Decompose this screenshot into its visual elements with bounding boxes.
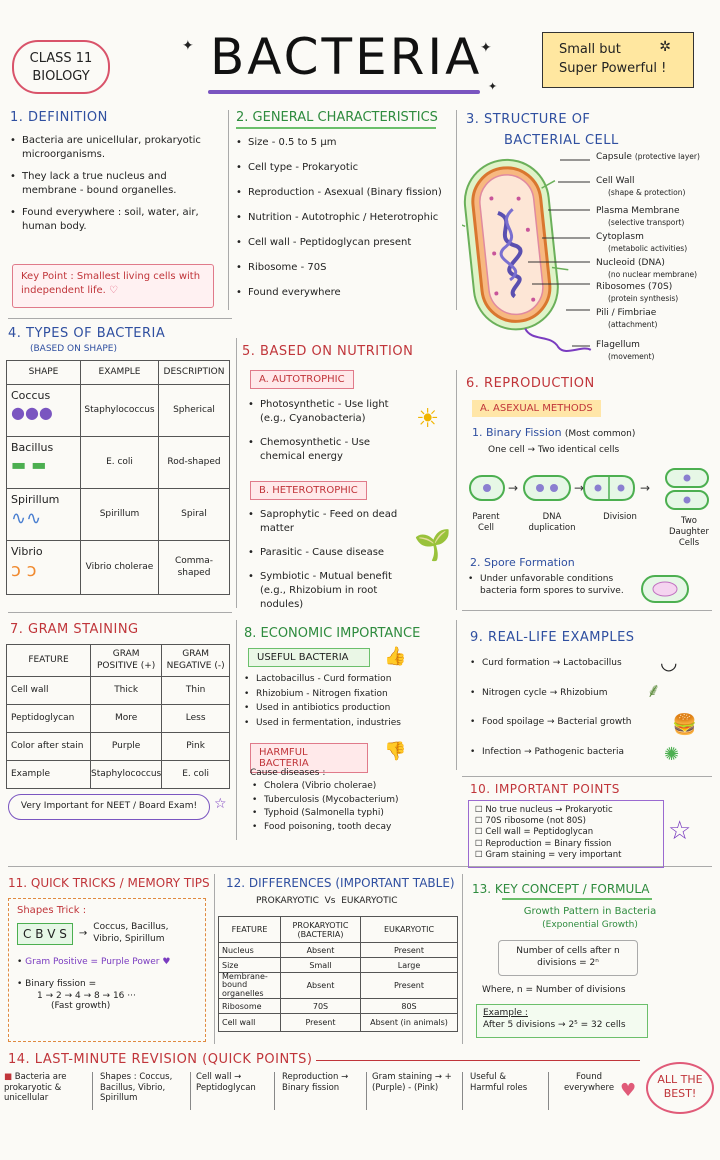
svg-text:→: → xyxy=(508,481,519,495)
column-header: FEATURE xyxy=(219,917,281,943)
label-cell-wall: Cell Wall (shape & protection) xyxy=(596,176,686,197)
stage-label: Division xyxy=(603,512,637,522)
list-item: • Under unfavorable conditions bacteria form spores to survive. xyxy=(468,574,638,597)
checkbox-item: ☐ No true nucleus → Prokaryotic xyxy=(475,805,613,815)
formula-where: Where, n = Number of divisions xyxy=(482,985,626,995)
reallife-heading: 9. REAL-LIFE EXAMPLES xyxy=(470,630,635,645)
plant-icon: 🌱 xyxy=(414,528,452,563)
label-plasma-membrane: Plasma Membrane (selective transport) xyxy=(596,206,685,227)
plant-roots-icon: ⸙ xyxy=(646,678,661,702)
differences-subheading: PROKARYOTIC Vs EUKARYOTIC xyxy=(256,896,398,906)
list-item: • Cholera (Vibrio cholerae) xyxy=(252,781,452,793)
tricks-heading: 11. QUICK TRICKS / MEMORY TIPS xyxy=(8,876,210,890)
spirillum-icon: ∿∿ xyxy=(11,508,42,530)
column-header: GRAM NEGATIVE (-) xyxy=(162,645,230,677)
column-header: DESCRIPTION xyxy=(159,361,230,385)
stage-label: Parent Cell xyxy=(472,512,500,534)
stage-label: DNA duplication xyxy=(528,512,576,534)
heading-underline xyxy=(236,127,436,129)
list-item: • Lactobacillus - Curd formation xyxy=(244,674,454,686)
table-row: Size Small Large xyxy=(219,958,458,973)
types-subheading: (BASED ON SHAPE) xyxy=(30,344,117,354)
list-item: • Cell wall - Peptidoglycan present xyxy=(236,236,450,250)
list-item: • Typhoid (Salmonella typhi) xyxy=(252,808,452,820)
all-the-best-badge: ALL THE BEST! xyxy=(646,1062,714,1114)
revision-item: Reproduction → Binary fission xyxy=(282,1072,349,1093)
list-item: • Found everywhere : soil, water, air, human body. xyxy=(10,206,222,234)
bowl-icon: ◡ xyxy=(660,650,678,674)
concept-heading: 13. KEY CONCEPT / FORMULA xyxy=(472,882,650,896)
list-item: • They lack a true nucleus and membrane - bound organelles. xyxy=(10,170,222,198)
structure-labels xyxy=(596,152,718,361)
sparkle-icon: ✦ xyxy=(182,38,194,54)
heterotrophic-tag: B. HETEROTROPHIC xyxy=(250,481,367,500)
revision-item: Cell wall → Peptidoglycan xyxy=(196,1072,256,1093)
burger-icon: 🍔 xyxy=(672,712,697,736)
spore-icon xyxy=(640,574,690,604)
revision-item: ■ Bacteria are prokaryotic & unicellular xyxy=(4,1072,67,1104)
types-table xyxy=(6,360,230,595)
label-ribosomes: Ribosomes (70S) (protein synthesis) xyxy=(596,282,679,303)
heterotrophic-list xyxy=(248,508,418,620)
key-point-box xyxy=(12,264,214,308)
harmful-tag: HARMFUL BACTERIA xyxy=(250,743,368,773)
list-item: • Used in fermentation, industries xyxy=(244,718,454,730)
table-row: Color after stain Purple Pink xyxy=(7,733,230,761)
list-item: • Food spoilage → Bacterial growth xyxy=(470,717,660,729)
tagline-line: Small but xyxy=(559,42,621,57)
economic-heading: 8. ECONOMIC IMPORTANCE xyxy=(244,626,421,641)
list-item: • Ribosome - 70S xyxy=(236,261,450,275)
binary-fission-title: 1. Binary Fission (Most common) xyxy=(472,426,636,439)
cbvs-box: C B V S xyxy=(17,923,73,945)
column-header: FEATURE xyxy=(7,645,91,677)
thumbs-up-icon: 👍 xyxy=(384,646,407,667)
definition-heading: 1. DEFINITION xyxy=(10,110,108,125)
checkbox-item: ☐ Gram staining = very important xyxy=(475,849,622,860)
sparkle-icon: ✦ xyxy=(480,40,492,56)
list-item: • Reproduction - Asexual (Binary fission) xyxy=(236,186,450,200)
label-cytoplasm: Cytoplasm (metabolic activities) xyxy=(596,232,688,253)
class-badge xyxy=(12,40,110,94)
table-row: Vibrio ɔ ɔ Vibrio cholerae Comma-shaped xyxy=(7,541,230,595)
heart-icon: ♥ xyxy=(620,1080,637,1101)
general-heading: 2. GENERAL CHARACTERISTICS xyxy=(236,110,438,125)
key-point-text: Key Point : Smallest living cells with independent life. xyxy=(21,271,201,296)
checkbox-item: ☐ Reproduction = Binary fission xyxy=(475,838,612,849)
label-capsule: Capsule (protective layer) xyxy=(596,152,700,162)
asexual-tag: A. ASEXUAL METHODS xyxy=(472,400,601,417)
example-box xyxy=(476,1004,648,1038)
spore-formation-title: 2. Spore Formation xyxy=(470,556,575,569)
label-pili: Pili / Fimbriae (attachment) xyxy=(596,308,658,329)
gram-note: Very Important for NEET / Board Exam! xyxy=(8,794,210,820)
example-label: Example : xyxy=(483,1008,528,1018)
autotrophic-tag: A. AUTOTROPHIC xyxy=(250,370,354,389)
list-item: • Infection → Pathogenic bacteria xyxy=(470,747,660,759)
thumbs-down-icon: 👎 xyxy=(384,741,407,762)
binary-note: (Fast growth) xyxy=(51,1001,111,1012)
heart-icon: ♥ xyxy=(162,957,171,968)
column-header: EUKARYOTIC xyxy=(361,917,458,943)
list-item: • Bacteria are unicellular, prokaryotic microorganisms. xyxy=(10,134,222,162)
useful-list xyxy=(244,674,454,733)
svg-text:→: → xyxy=(640,481,651,495)
list-item: • Curd formation → Lactobacillus xyxy=(470,658,660,670)
table-row: Bacillus ▬ ▬ E. coli Rod-shaped xyxy=(7,437,230,489)
spore-formation-list xyxy=(468,574,638,605)
vibrio-icon: ɔ ɔ xyxy=(11,560,37,582)
table-row: Membrane-bound organelles Absent Present xyxy=(219,973,458,999)
heart-icon: ♡ xyxy=(109,285,118,296)
reallife-list xyxy=(470,658,660,767)
column-header: EXAMPLE xyxy=(81,361,159,385)
harmful-list xyxy=(252,781,452,836)
list-item: • Found everywhere xyxy=(236,286,450,300)
points-box xyxy=(468,800,664,868)
checkbox-item: ☐ 70S ribosome (not 80S) xyxy=(475,816,586,827)
list-item: • Food poisoning, tooth decay xyxy=(252,822,452,834)
revision-item: Useful & Harmful roles xyxy=(470,1072,528,1093)
types-heading: 4. TYPES OF BACTERIA xyxy=(8,326,166,341)
concept-title: Growth Pattern in Bacteria xyxy=(523,906,657,917)
concept-subtitle: (Exponential Growth) xyxy=(542,920,638,930)
sparkle-icon: ✦ xyxy=(488,80,498,93)
list-item: • Tuberculosis (Mycobacterium) xyxy=(252,795,452,807)
table-row: Coccus ●●● Staphylococcus Spherical xyxy=(7,385,230,437)
revision-heading: 14. LAST-MINUTE REVISION (QUICK POINTS) xyxy=(8,1052,313,1067)
heading-line: 3. STRUCTURE OF xyxy=(466,112,591,127)
binary-sequence: 1 → 2 → 4 → 8 → 16 ··· xyxy=(37,991,136,1002)
definition-list xyxy=(10,134,222,242)
table-row: Nucleus Absent Present xyxy=(219,943,458,958)
stage-label: Two Daughter Cells xyxy=(669,516,709,549)
gram-table xyxy=(6,644,230,789)
table-row: Spirillum ∿∿ Spirillum Spiral xyxy=(7,489,230,541)
cbvs-expansion: Coccus, Bacillus, Vibrio, Spirillum xyxy=(93,922,169,944)
coccus-icon: ●●● xyxy=(11,403,53,423)
binary-fission-tip: • Binary fission = xyxy=(17,979,97,990)
checkbox-item: ☐ Cell wall = Peptidoglycan xyxy=(475,827,594,838)
binary-fission-diagram xyxy=(466,468,714,512)
table-row: Peptidoglycan More Less xyxy=(7,705,230,733)
column-header: SHAPE xyxy=(7,361,81,385)
differences-table xyxy=(218,916,458,1032)
cause-label: Cause diseases : xyxy=(250,768,326,778)
bacillus-icon: ▬ ▬ xyxy=(11,455,47,475)
heading-line: BACTERIAL CELL xyxy=(504,132,619,148)
autotrophic-list xyxy=(248,398,414,472)
shapes-trick-label: Shapes Trick : xyxy=(17,905,87,916)
structure-heading xyxy=(466,110,619,152)
tricks-box xyxy=(8,898,206,1042)
example-text: After 5 divisions → 2⁵ = 32 cells xyxy=(483,1019,626,1030)
revision-item: Found everywhere xyxy=(563,1072,615,1093)
table-row: Cell wall Thick Thin xyxy=(7,677,230,705)
table-row: Ribosome 70S 80S xyxy=(219,999,458,1014)
label-nucleoid: Nucleoid (DNA) (no nuclear membrane) xyxy=(596,258,698,279)
list-item: • Used in antibiotics production xyxy=(244,703,454,715)
table-row: Example Staphylococcus E. coli xyxy=(7,761,230,789)
useful-tag: USEFUL BACTERIA xyxy=(248,648,370,667)
gram-positive-tip: • Gram Positive = Purple Power ♥ xyxy=(17,957,171,968)
revision-item: Shapes : Coccus, Bacillus, Vibrio, Spirillum xyxy=(100,1072,173,1104)
revision-strip xyxy=(4,1072,644,1118)
bacterial-cell-diagram xyxy=(462,150,592,360)
table-row: Cell wall Present Absent (in animals) xyxy=(219,1014,458,1032)
list-item: • Parasitic - Cause disease xyxy=(248,546,418,560)
germ-icon: ✺ xyxy=(664,744,680,765)
reproduction-heading: 6. REPRODUCTION xyxy=(466,376,595,391)
list-item: • Rhizobium - Nitrogen fixation xyxy=(244,689,454,701)
heading-underline xyxy=(502,898,652,900)
points-heading: 10. IMPORTANT POINTS xyxy=(470,782,620,796)
flagellum-shape xyxy=(525,322,591,356)
list-item: • Chemosynthetic - Use chemical energy xyxy=(248,436,414,464)
svg-text:→: → xyxy=(574,481,585,495)
heading-rule xyxy=(316,1060,640,1061)
subject-line: BIOLOGY xyxy=(32,68,90,84)
column-header: GRAM POSITIVE (+) xyxy=(91,645,162,677)
page-title: BACTERIA xyxy=(210,28,483,86)
label-flagellum: Flagellum (movement) xyxy=(596,340,655,361)
nutrition-heading: 5. BASED ON NUTRITION xyxy=(242,344,414,359)
general-list xyxy=(236,136,450,311)
tagline-note xyxy=(542,32,694,88)
star-icon: ☆ xyxy=(668,816,692,846)
differences-heading: 12. DIFFERENCES (IMPORTANT TABLE) xyxy=(226,876,455,890)
list-item: • Nutrition - Autotrophic / Heterotrophic xyxy=(236,211,450,225)
list-item: • Photosynthetic - Use light (e.g., Cyanobacteria) xyxy=(248,398,414,426)
arrow-icon: → xyxy=(78,928,88,940)
tagline-line: Super Powerful ! xyxy=(559,60,667,76)
list-item: • Size - 0.5 to 5 µm xyxy=(236,136,450,150)
column-header: PROKARYOTIC (BACTERIA) xyxy=(281,917,361,943)
formula-box: Number of cells after n divisions = 2ⁿ xyxy=(498,940,638,976)
sun-icon: ☀ xyxy=(416,404,440,434)
list-item: • Cell type - Prokaryotic xyxy=(236,161,450,175)
class-line: CLASS 11 xyxy=(29,51,93,66)
list-item: • Saprophytic - Feed on dead matter xyxy=(248,508,418,536)
bacteria-doodle-icon: ✲ xyxy=(659,39,671,55)
list-item: • Symbiotic - Mutual benefit (e.g., Rhizobium in root nodules) xyxy=(248,570,418,612)
list-item: • Nitrogen cycle → Rhizobium xyxy=(470,688,660,700)
gram-heading: 7. GRAM STAINING xyxy=(10,622,139,637)
title-underline xyxy=(208,90,480,94)
star-icon: ☆ xyxy=(214,796,227,812)
binary-fission-desc: One cell → Two identical cells xyxy=(488,445,620,455)
revision-item: Gram staining → + (Purple) - (Pink) xyxy=(372,1072,452,1093)
